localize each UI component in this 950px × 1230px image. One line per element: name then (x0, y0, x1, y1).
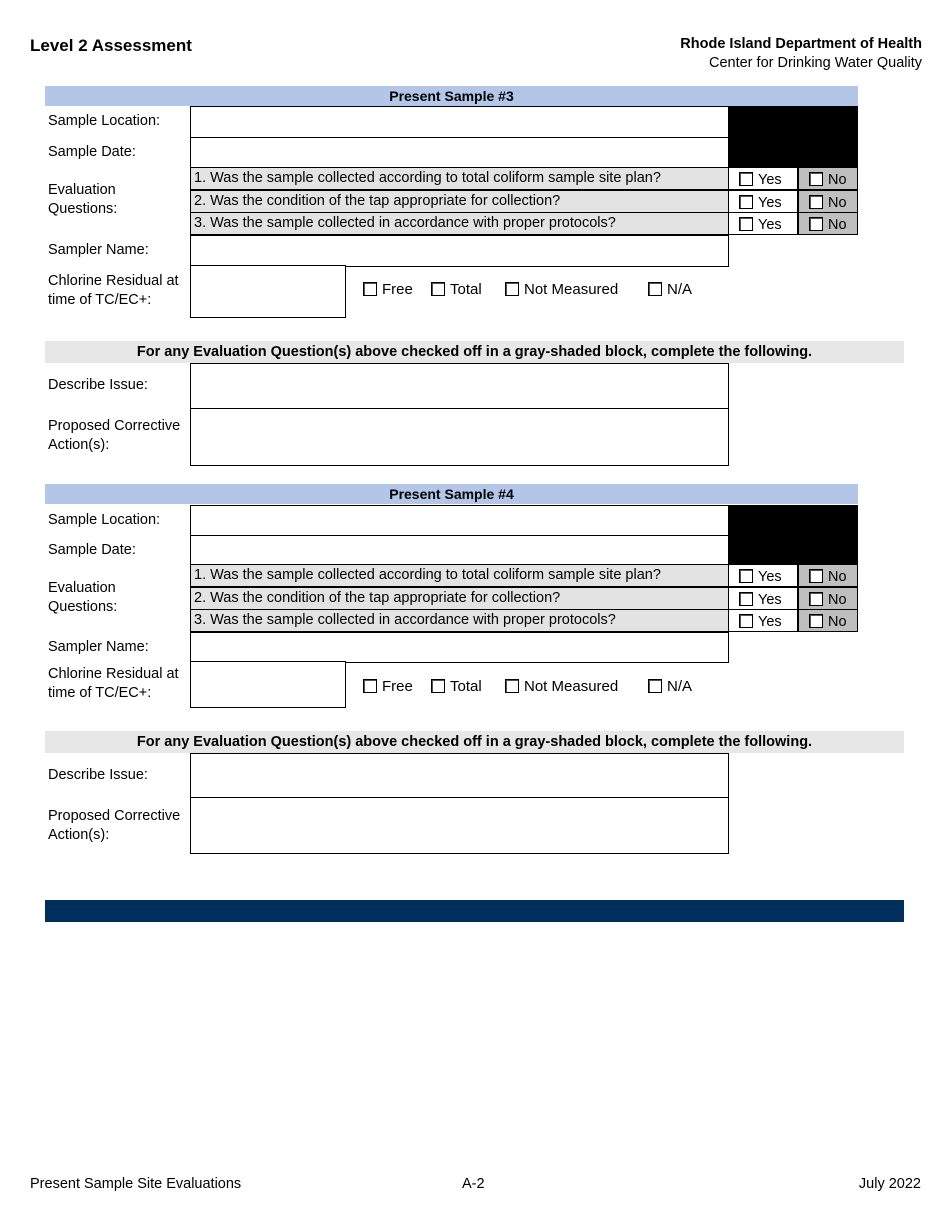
corrective-label-line1: Proposed Corrective (48, 808, 181, 824)
blackout-block (729, 106, 858, 168)
describe-issue-field[interactable] (190, 363, 729, 410)
question-2: 2. Was the condition of the tap appropriate for collection? (190, 190, 729, 213)
chlorine-label-line2: time of TC/EC+: (48, 685, 152, 701)
checkbox-icon[interactable] (809, 614, 823, 628)
no-label: No (828, 172, 847, 188)
chlorine-option-free[interactable] (363, 280, 413, 300)
sampler-name-field[interactable] (190, 632, 729, 663)
evaluation-label (48, 181, 117, 219)
footer-left: Present Sample Site Evaluations (30, 1176, 242, 1192)
option-label: N/A (667, 281, 693, 298)
organization-block (680, 35, 922, 73)
describe-issue-field[interactable] (190, 753, 729, 799)
corrective-label-line2: Action(s): (48, 827, 110, 843)
chlorine-option-not-measured[interactable] (505, 280, 618, 300)
sample-header: Present Sample #3 (45, 86, 858, 106)
q2-yes-cell[interactable] (728, 587, 798, 610)
option-label: Free (382, 281, 413, 298)
corrective-action-field[interactable] (190, 797, 729, 854)
chlorine-option-total[interactable] (431, 677, 482, 697)
footer-bar (45, 900, 904, 922)
corrective-action-label (48, 417, 180, 455)
chlorine-label-line2: time of TC/EC+: (48, 292, 152, 308)
q3-no-cell[interactable] (798, 609, 858, 632)
checkbox-icon[interactable] (809, 592, 823, 606)
checkbox-icon[interactable] (739, 569, 753, 583)
sample-date-label: Sample Date: (48, 542, 136, 558)
checkbox-icon[interactable] (809, 195, 823, 209)
checkbox-icon[interactable] (363, 282, 377, 296)
option-label: Not Measured (524, 281, 619, 298)
sampler-name-label: Sampler Name: (48, 639, 149, 655)
gray-block-note: For any Evaluation Question(s) above checked off in a gray-shaded block, complete the following. (45, 731, 904, 753)
corrective-label-line2: Action(s): (48, 437, 110, 453)
yes-label: Yes (758, 592, 782, 608)
q1-yes-cell[interactable] (728, 167, 798, 190)
q2-no-cell[interactable] (798, 587, 858, 610)
no-label: No (828, 569, 847, 585)
chlorine-label (48, 665, 179, 703)
sample-header: Present Sample #4 (45, 484, 858, 504)
sample-date-label: Sample Date: (48, 144, 136, 160)
checkbox-icon[interactable] (809, 172, 823, 186)
no-label: No (828, 217, 847, 233)
checkbox-icon[interactable] (809, 217, 823, 231)
option-label: Free (382, 678, 413, 695)
option-label: Total (450, 281, 482, 298)
describe-issue-label: Describe Issue: (48, 377, 148, 393)
sample-date-field[interactable] (190, 535, 729, 565)
gray-block-note: For any Evaluation Question(s) above checked off in a gray-shaded block, complete the following. (45, 341, 904, 363)
checkbox-icon[interactable] (739, 614, 753, 628)
organization-name: Rhode Island Department of Health (680, 36, 922, 52)
sample-location-label: Sample Location: (48, 512, 161, 528)
q1-no-cell[interactable] (798, 564, 858, 587)
evaluation-label-line2: Questions: (48, 599, 118, 615)
page-title: Level 2 Assessment (30, 36, 192, 55)
q3-yes-cell[interactable] (728, 212, 798, 235)
corrective-action-field[interactable] (190, 408, 729, 466)
chlorine-label (48, 272, 179, 310)
option-label: N/A (667, 678, 693, 695)
yes-label: Yes (758, 172, 782, 188)
checkbox-icon[interactable] (739, 172, 753, 186)
corrective-action-label (48, 807, 180, 845)
q1-yes-cell[interactable] (728, 564, 798, 587)
organization-subtitle: Center for Drinking Water Quality (708, 55, 922, 71)
yes-label: Yes (758, 217, 782, 233)
q2-no-cell[interactable] (798, 190, 858, 213)
checkbox-icon[interactable] (505, 282, 519, 296)
checkbox-icon[interactable] (739, 195, 753, 209)
yes-label: Yes (758, 195, 782, 211)
no-label: No (828, 195, 847, 211)
option-label: Not Measured (524, 678, 619, 695)
chlorine-label-line1: Chlorine Residual at (48, 273, 179, 289)
blackout-block (729, 505, 858, 565)
sampler-name-label: Sampler Name: (48, 242, 149, 258)
no-label: No (828, 614, 847, 630)
chlorine-option-total[interactable] (431, 280, 482, 300)
question-1: 1. Was the sample collected according to total coliform sample site plan? (190, 167, 729, 190)
chlorine-option-na[interactable] (648, 677, 692, 697)
q1-no-cell[interactable] (798, 167, 858, 190)
sample-location-field[interactable] (190, 106, 729, 138)
checkbox-icon[interactable] (648, 679, 662, 693)
chlorine-residual-field[interactable] (190, 265, 346, 318)
chlorine-option-free[interactable] (363, 677, 413, 697)
evaluation-label-line1: Evaluation (48, 580, 116, 596)
checkbox-icon[interactable] (739, 592, 753, 606)
sampler-name-field[interactable] (190, 235, 729, 267)
checkbox-icon[interactable] (648, 282, 662, 296)
checkbox-icon[interactable] (363, 679, 377, 693)
q3-no-cell[interactable] (798, 212, 858, 235)
checkbox-icon[interactable] (505, 679, 519, 693)
sample-date-field[interactable] (190, 137, 729, 168)
chlorine-option-na[interactable] (648, 280, 692, 300)
yes-label: Yes (758, 569, 782, 585)
question-3: 3. Was the sample collected in accordance with proper protocols? (190, 212, 729, 235)
chlorine-option-not-measured[interactable] (505, 677, 618, 697)
question-2: 2. Was the condition of the tap appropriate for collection? (190, 587, 729, 610)
chlorine-label-line1: Chlorine Residual at (48, 666, 179, 682)
question-1: 1. Was the sample collected according to total coliform sample site plan? (190, 564, 729, 587)
sample-location-field[interactable] (190, 505, 729, 536)
no-label: No (828, 592, 847, 608)
sample-location-label: Sample Location: (48, 113, 161, 129)
footer-page-number: A-2 (462, 1176, 485, 1192)
checkbox-icon[interactable] (431, 679, 445, 693)
q3-yes-cell[interactable] (728, 609, 798, 632)
question-3: 3. Was the sample collected in accordance with proper protocols? (190, 609, 729, 632)
checkbox-icon[interactable] (739, 217, 753, 231)
evaluation-label-line2: Questions: (48, 201, 118, 217)
footer-date: July 2022 (858, 1176, 921, 1192)
option-label: Total (450, 678, 482, 695)
evaluation-label-line1: Evaluation (48, 182, 116, 198)
yes-label: Yes (758, 614, 782, 630)
checkbox-icon[interactable] (431, 282, 445, 296)
corrective-label-line1: Proposed Corrective (48, 418, 181, 434)
describe-issue-label: Describe Issue: (48, 767, 148, 783)
checkbox-icon[interactable] (809, 569, 823, 583)
evaluation-label (48, 579, 117, 617)
q2-yes-cell[interactable] (728, 190, 798, 213)
chlorine-residual-field[interactable] (190, 661, 346, 708)
